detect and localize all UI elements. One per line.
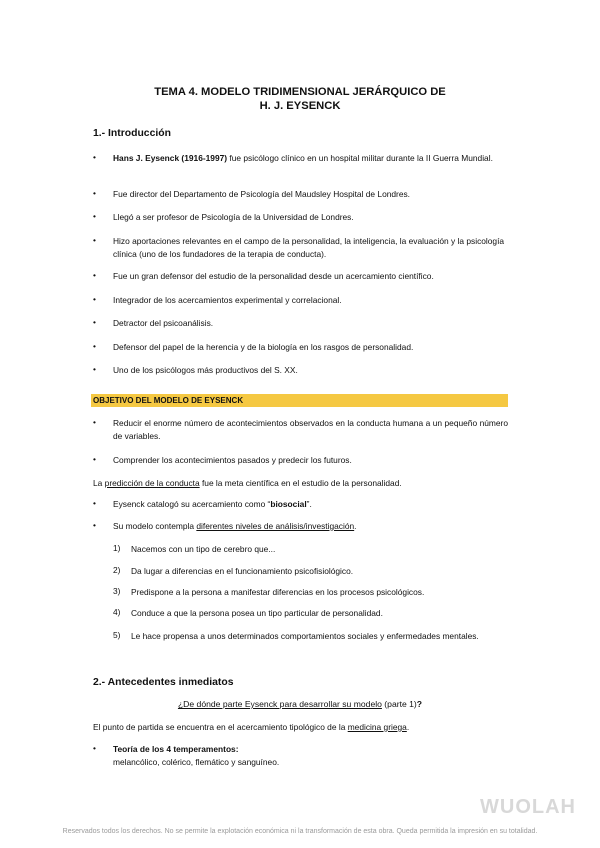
bullet-item: Llegó a ser profesor de Psicología de la Universidad de Londres. (113, 212, 354, 222)
bullet-glyph: • (93, 364, 96, 374)
numbered-item: Le hace propensa a unos determinados comportamientos sociales y enfermedades mentales. (131, 631, 479, 641)
bullet-item: Hizo aportaciones relevantes en el campo de la personalidad, la inteligencia, la evaluación y la psicología clínica (uno de los fundadores de la terapia de conducta). (113, 236, 505, 259)
bullet-glyph: • (93, 270, 96, 280)
objetivo-heading: OBJETIVO DEL MODELO DE EYSENCK (93, 396, 244, 405)
bullet-glyph: • (93, 520, 96, 530)
bullet-item-eysenck: Hans J. Eysenck (1916-1997) fue psicólogo clínico en un hospital militar durante la II Guerra Mundial. (113, 153, 493, 163)
numbered-item: Predispone a la persona a manifestar diferencias en los procesos psicológicos. (131, 587, 425, 597)
bullet-glyph: • (93, 454, 96, 464)
bullet-item: Comprender los acontecimientos pasados y predecir los futuros. (113, 455, 352, 465)
numbered-item: Nacemos con un tipo de cerebro que... (131, 544, 276, 554)
list-number: 2) (113, 565, 121, 575)
bullet-glyph: • (93, 417, 96, 427)
bullet-item: Uno de los psicólogos más productivos del S. XX. (113, 365, 298, 375)
bullet-item: Detractor del psicoanálisis. (113, 318, 214, 328)
bullet-glyph: • (93, 294, 96, 304)
bullet-item-levels: Su modelo contempla diferentes niveles de análisis/investigación. (113, 521, 357, 531)
page-title (0, 85, 600, 113)
list-number: 1) (113, 543, 121, 553)
bullet-glyph: • (93, 235, 96, 245)
bullet-glyph: • (93, 152, 96, 162)
section-1-heading: 1.- Introducción (93, 128, 171, 139)
list-number: 3) (113, 586, 121, 596)
punto-paragraph: El punto de partida se encuentra en el acercamiento tipológico de la medicina griega. (93, 722, 410, 732)
title-line-1: TEMA 4. MODELO TRIDIMENSIONAL JERÁRQUICO DE (154, 86, 446, 98)
numbered-item: Da lugar a diferencias en el funcionamiento psicofisiológico. (131, 566, 354, 576)
bullet-item: Defensor del papel de la herencia y de la biología en los rasgos de personalidad. (113, 342, 414, 352)
bullet-item-temperamentos: Teoría de los 4 temperamentos: melancólico, colérico, flemático y sanguíneo. (113, 744, 280, 767)
bullet-glyph: • (93, 317, 96, 327)
bullet-item: Fue director del Departamento de Psicología del Maudsley Hospital de Londres. (113, 189, 411, 199)
bullet-item-biosocial: Eysenck catalogó su acercamiento como “biosocial”. (113, 499, 312, 509)
title-line-2: H. J. EYSENCK (259, 100, 341, 112)
numbered-item: Conduce a que la persona posea un tipo particular de personalidad. (131, 608, 383, 618)
section-2-heading: 2.- Antecedentes inmediatos (93, 677, 234, 688)
bullet-item: Integrador de los acercamientos experimental y correlacional. (113, 295, 342, 305)
bullet-glyph: • (93, 211, 96, 221)
bullet-item: Fue un gran defensor del estudio de la personalidad desde un acercamiento científico. (113, 271, 434, 281)
bullet-glyph: • (93, 188, 96, 198)
section-2-question: ¿De dónde parte Eysenck para desarrollar su modelo (parte 1)? (177, 699, 423, 709)
prediction-paragraph: La predicción de la conducta fue la meta científica en el estudio de la personalidad. (93, 478, 402, 488)
list-number: 5) (113, 630, 121, 640)
bullet-glyph: • (93, 341, 96, 351)
bullet-glyph: • (93, 743, 96, 753)
list-number: 4) (113, 607, 121, 617)
bullet-item: Reducir el enorme número de acontecimientos observados en la conducta humana a un pequeño número de variables. (113, 418, 508, 441)
bullet-glyph: • (93, 498, 96, 508)
copyright-footer: Reservados todos los derechos. No se permite la explotación económica ni la transformación de esta obra. Queda permitida la impresión en su totalidad. (62, 828, 538, 835)
wuolah-logo: WUOLAH (480, 796, 576, 818)
